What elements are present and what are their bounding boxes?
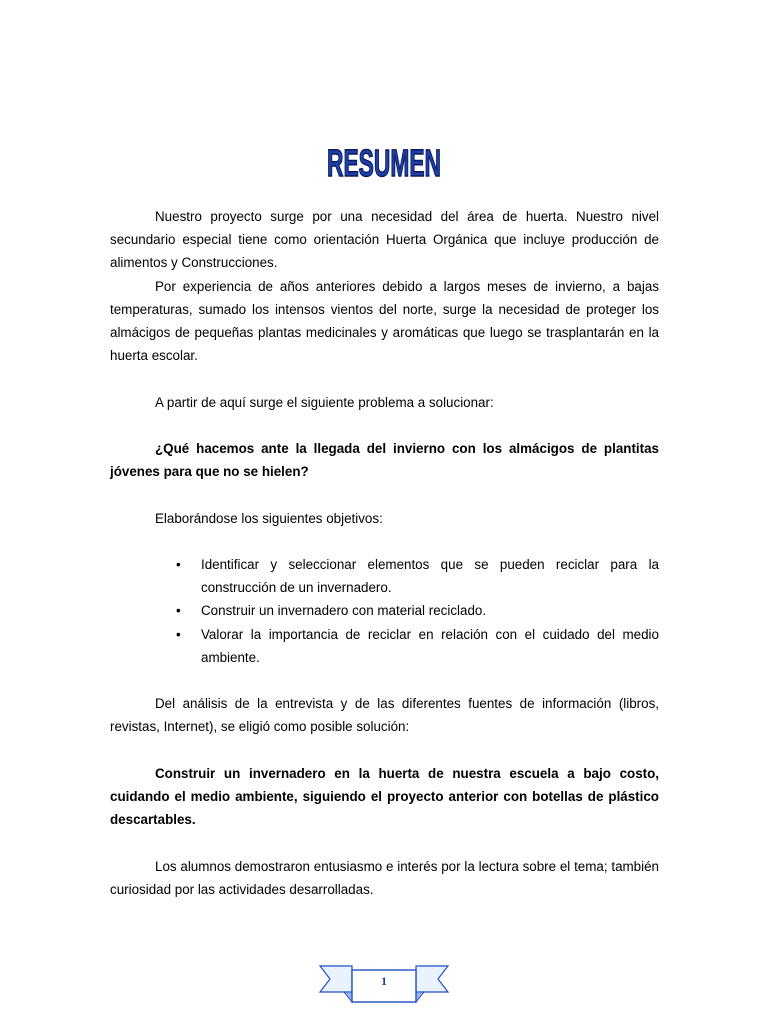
problem-intro: A partir de aquí surge el siguiente problema a solucionar: (155, 394, 494, 410)
list-item (110, 623, 659, 669)
intro-paragraph-1: Nuestro proyecto surge por una necesidad del área de huerta. Nuestro nivel secundario especial tiene como orientación Huerta Orgánica que incluye producción de alimentos y Construcciones. (110, 209, 659, 271)
page-number: 1 (381, 974, 387, 988)
intro-paragraph-2: Por experiencia de años anteriores debido a largos meses de invierno, a bajas temperaturas, sumado los intensos vientos del norte, surge la necesidad de proteger los almácigos de pequeñas plantas medicinales y aromáticas que luego se trasplantarán en la huerta escolar. (110, 278, 659, 364)
document-body (110, 205, 659, 901)
analysis-paragraph: Del análisis de la entrevista y de las diferentes fuentes de información (libros, revistas, Internet), se eligió como posible solución: (110, 696, 659, 735)
problem-question: ¿Qué hacemos ante la llegada del invierno con los almácigos de plantitas jóvenes para que no se hielen? (110, 441, 659, 480)
spacer (110, 530, 659, 553)
objective-text: Construir un invernadero con material reciclado. (201, 603, 487, 619)
page-title: RESUMEN (327, 143, 441, 185)
list-item (110, 599, 659, 622)
closing-paragraph: Los alumnos demostraron entusiasmo e interés por la lectura sobre el tema; también curiosidad por las actividades desarrolladas. (110, 858, 659, 897)
bullet-icon: • (176, 626, 181, 642)
spacer (110, 831, 659, 854)
objective-text: Valorar la importancia de reciclar en relación con el cuidado del medio ambiente. (201, 626, 659, 665)
bullet-icon: • (176, 603, 181, 619)
page-footer (318, 962, 450, 1008)
objective-text: Identificar y seleccionar elementos que se pueden reciclar para la construcción de un invernadero. (201, 556, 659, 596)
bullet-icon: • (176, 556, 181, 572)
spacer (110, 414, 659, 437)
spacer (110, 739, 659, 762)
objectives-intro: Elaborándose los siguientes objetivos: (155, 510, 383, 526)
list-item (110, 553, 659, 599)
objectives-list (110, 553, 659, 669)
spacer (110, 367, 659, 390)
spacer (110, 669, 659, 692)
spacer (110, 483, 659, 506)
page-title-wordart (314, 140, 454, 185)
solution-paragraph: Construir un invernadero en la huerta de nuestra escuela a bajo costo, cuidando el medio ambiente, siguiendo el proyecto anterior con botellas de plástico descartables. (110, 765, 659, 828)
page-title-container (0, 140, 768, 185)
